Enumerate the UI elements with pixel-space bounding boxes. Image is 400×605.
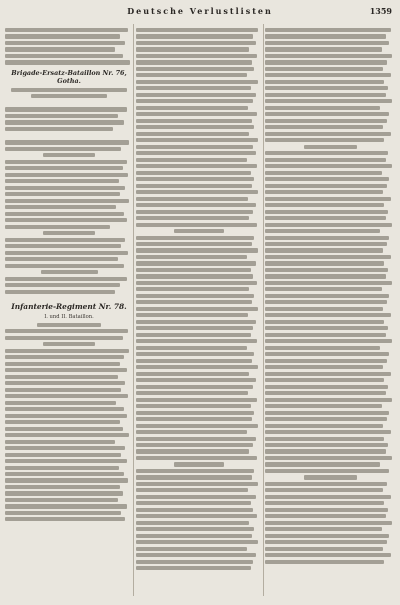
text-line bbox=[265, 501, 384, 505]
text-line bbox=[136, 86, 251, 90]
text-line bbox=[265, 268, 388, 272]
text-line bbox=[136, 443, 253, 447]
text-line bbox=[136, 164, 257, 168]
text-line bbox=[136, 67, 254, 71]
text-line bbox=[265, 236, 389, 240]
text-line bbox=[136, 158, 247, 162]
text-line bbox=[265, 80, 384, 84]
text-line bbox=[5, 264, 124, 268]
text-line bbox=[136, 287, 249, 291]
text-line bbox=[265, 281, 392, 285]
text-line bbox=[265, 203, 384, 207]
text-line bbox=[265, 482, 387, 486]
text-line bbox=[5, 407, 124, 411]
text-line bbox=[5, 394, 128, 398]
text-line bbox=[5, 47, 115, 51]
text-line bbox=[5, 446, 125, 450]
text-line bbox=[265, 326, 388, 330]
text-line bbox=[265, 171, 382, 175]
column-right bbox=[265, 28, 396, 566]
text-line bbox=[5, 511, 121, 515]
text-line bbox=[136, 339, 257, 343]
text-line bbox=[5, 205, 116, 209]
text-line bbox=[43, 153, 94, 157]
text-line bbox=[5, 329, 128, 333]
text-line bbox=[265, 28, 391, 32]
text-line bbox=[5, 459, 127, 463]
text-line bbox=[265, 385, 388, 389]
text-line bbox=[136, 106, 248, 110]
text-line bbox=[5, 186, 125, 190]
text-line bbox=[5, 166, 123, 170]
text-line bbox=[174, 462, 224, 466]
text-line bbox=[136, 313, 248, 317]
text-line bbox=[265, 307, 383, 311]
text-line bbox=[5, 453, 121, 457]
text-line bbox=[265, 125, 383, 129]
text-line bbox=[265, 261, 384, 265]
text-line bbox=[265, 138, 384, 142]
text-line bbox=[5, 368, 127, 372]
text-line bbox=[5, 414, 127, 418]
text-line bbox=[5, 362, 120, 366]
text-line bbox=[265, 430, 391, 434]
text-line bbox=[265, 417, 387, 421]
text-line bbox=[265, 99, 392, 103]
text-line bbox=[136, 119, 252, 123]
text-line bbox=[265, 106, 380, 110]
text-line bbox=[136, 171, 251, 175]
text-line bbox=[5, 277, 127, 281]
text-line bbox=[5, 28, 128, 32]
text-line bbox=[265, 437, 384, 441]
text-line bbox=[136, 268, 251, 272]
text-line bbox=[136, 248, 258, 252]
text-line bbox=[5, 140, 129, 144]
text-line bbox=[136, 456, 257, 460]
text-line bbox=[265, 456, 392, 460]
text-line bbox=[174, 229, 224, 233]
text-line bbox=[136, 255, 247, 259]
text-line bbox=[136, 333, 251, 337]
text-line bbox=[136, 437, 256, 441]
text-line bbox=[136, 41, 256, 45]
text-line bbox=[5, 517, 125, 521]
text-line bbox=[5, 127, 113, 131]
text-line bbox=[136, 132, 249, 136]
text-line bbox=[265, 164, 392, 168]
text-line bbox=[265, 398, 392, 402]
text-line bbox=[136, 385, 253, 389]
text-line bbox=[136, 242, 252, 246]
text-line bbox=[265, 41, 389, 45]
text-line bbox=[5, 290, 115, 294]
section-heading: Infanterie-Regiment Nr. 78. bbox=[11, 301, 127, 311]
text-line bbox=[136, 521, 249, 525]
text-line bbox=[265, 47, 382, 51]
text-line bbox=[265, 469, 389, 473]
text-line bbox=[265, 424, 383, 428]
text-line bbox=[265, 67, 383, 71]
text-line bbox=[5, 336, 123, 340]
text-line bbox=[265, 553, 391, 557]
text-line bbox=[41, 270, 99, 274]
text-line bbox=[5, 485, 120, 489]
text-line bbox=[5, 199, 129, 203]
text-line bbox=[265, 411, 389, 415]
text-line bbox=[136, 411, 254, 415]
text-line bbox=[265, 560, 384, 564]
text-line bbox=[136, 391, 248, 395]
text-line bbox=[5, 192, 120, 196]
text-line bbox=[136, 112, 257, 116]
text-line bbox=[136, 417, 252, 421]
text-line bbox=[136, 482, 258, 486]
text-line bbox=[265, 151, 388, 155]
text-line bbox=[5, 212, 124, 216]
text-line bbox=[136, 372, 249, 376]
text-line bbox=[265, 197, 391, 201]
text-line bbox=[136, 449, 249, 453]
text-line bbox=[136, 151, 256, 155]
text-line bbox=[265, 333, 386, 337]
text-line bbox=[136, 352, 254, 356]
text-line bbox=[136, 320, 256, 324]
text-line bbox=[5, 375, 118, 379]
text-line bbox=[5, 433, 129, 437]
text-line bbox=[265, 359, 387, 363]
text-line bbox=[5, 466, 119, 470]
text-line bbox=[5, 244, 121, 248]
text-line bbox=[265, 248, 383, 252]
text-line bbox=[265, 210, 388, 214]
text-line bbox=[136, 495, 256, 499]
text-line bbox=[136, 424, 258, 428]
text-line bbox=[136, 60, 252, 64]
text-line bbox=[265, 352, 389, 356]
text-line bbox=[11, 88, 126, 92]
text-line bbox=[265, 184, 387, 188]
text-line bbox=[136, 54, 257, 58]
text-line bbox=[136, 540, 258, 544]
text-line bbox=[265, 365, 383, 369]
text-line bbox=[5, 504, 127, 508]
text-line bbox=[136, 261, 256, 265]
text-line bbox=[136, 190, 258, 194]
text-line bbox=[265, 93, 386, 97]
text-line bbox=[5, 179, 119, 183]
text-line bbox=[5, 60, 130, 64]
text-line bbox=[265, 320, 384, 324]
text-line bbox=[265, 391, 386, 395]
page-number: 1359 bbox=[369, 6, 392, 16]
text-line bbox=[136, 307, 258, 311]
text-line bbox=[5, 478, 128, 482]
section-subheading: I. und II. Bataillon. bbox=[44, 313, 94, 320]
text-line bbox=[136, 197, 248, 201]
text-line bbox=[5, 420, 120, 424]
text-line bbox=[136, 553, 256, 557]
text-line bbox=[265, 294, 389, 298]
text-line bbox=[265, 112, 389, 116]
text-line bbox=[265, 158, 386, 162]
text-line bbox=[265, 119, 387, 123]
text-line bbox=[265, 190, 383, 194]
text-line bbox=[136, 359, 252, 363]
text-line bbox=[136, 346, 247, 350]
text-line bbox=[136, 34, 253, 38]
text-line bbox=[5, 160, 127, 164]
text-line bbox=[5, 251, 128, 255]
text-line bbox=[136, 47, 249, 51]
text-line bbox=[5, 349, 129, 353]
page-header bbox=[0, 6, 400, 20]
text-line bbox=[136, 514, 257, 518]
text-line bbox=[136, 365, 258, 369]
text-line bbox=[5, 498, 118, 502]
text-line bbox=[265, 132, 391, 136]
text-line bbox=[136, 404, 251, 408]
text-line bbox=[5, 147, 121, 151]
text-line bbox=[136, 560, 253, 564]
text-line bbox=[136, 469, 254, 473]
text-line bbox=[5, 283, 120, 287]
text-line bbox=[5, 381, 125, 385]
text-line bbox=[136, 236, 254, 240]
text-line bbox=[43, 342, 94, 346]
text-line bbox=[265, 242, 387, 246]
text-line bbox=[136, 223, 257, 227]
text-line bbox=[5, 238, 125, 242]
text-line bbox=[5, 114, 118, 118]
text-line bbox=[5, 107, 127, 111]
text-line bbox=[136, 93, 256, 97]
column-middle bbox=[136, 28, 262, 573]
text-line bbox=[136, 398, 257, 402]
text-line bbox=[265, 404, 382, 408]
text-line bbox=[265, 54, 392, 58]
text-line bbox=[304, 145, 356, 149]
text-line bbox=[136, 99, 253, 103]
text-line bbox=[265, 313, 391, 317]
text-line bbox=[5, 173, 128, 177]
text-line bbox=[5, 120, 124, 124]
text-line bbox=[136, 501, 251, 505]
text-line bbox=[5, 225, 110, 229]
text-line bbox=[136, 177, 254, 181]
text-line bbox=[136, 125, 254, 129]
running-title: Deutsche Verlustlisten bbox=[127, 6, 273, 16]
text-line bbox=[265, 508, 388, 512]
column-rule-right bbox=[263, 24, 264, 596]
text-line bbox=[136, 294, 254, 298]
text-line bbox=[31, 94, 108, 98]
text-line bbox=[304, 475, 356, 479]
text-line bbox=[136, 326, 253, 330]
text-line bbox=[136, 203, 256, 207]
text-line bbox=[265, 255, 391, 259]
text-line bbox=[136, 281, 257, 285]
text-line bbox=[5, 388, 121, 392]
text-line bbox=[136, 138, 258, 142]
text-line bbox=[136, 274, 253, 278]
text-line bbox=[136, 508, 253, 512]
text-line bbox=[5, 355, 124, 359]
text-line bbox=[265, 443, 388, 447]
text-line bbox=[265, 177, 389, 181]
text-line bbox=[136, 547, 247, 551]
text-line bbox=[265, 346, 380, 350]
text-line bbox=[5, 54, 123, 58]
text-line bbox=[136, 527, 254, 531]
text-line bbox=[265, 73, 391, 77]
text-line bbox=[265, 540, 387, 544]
text-line bbox=[5, 401, 116, 405]
text-line bbox=[136, 73, 247, 77]
text-line bbox=[265, 462, 380, 466]
text-line bbox=[265, 60, 387, 64]
text-line bbox=[5, 34, 120, 38]
text-line bbox=[265, 223, 392, 227]
text-line bbox=[265, 339, 392, 343]
text-line bbox=[37, 323, 101, 327]
text-line bbox=[5, 472, 124, 476]
text-line bbox=[265, 547, 383, 551]
text-line bbox=[136, 28, 258, 32]
text-line bbox=[136, 184, 252, 188]
text-line bbox=[265, 514, 386, 518]
text-line bbox=[265, 216, 386, 220]
text-line bbox=[136, 566, 251, 570]
text-line bbox=[136, 145, 253, 149]
text-line bbox=[5, 218, 127, 222]
text-line bbox=[265, 378, 384, 382]
text-line bbox=[136, 80, 258, 84]
text-line bbox=[265, 34, 386, 38]
text-line bbox=[43, 231, 94, 235]
text-line bbox=[265, 300, 387, 304]
text-line bbox=[136, 216, 249, 220]
text-line bbox=[265, 521, 392, 525]
text-line bbox=[265, 527, 382, 531]
text-line bbox=[136, 488, 248, 492]
text-line bbox=[265, 495, 391, 499]
text-line bbox=[136, 534, 252, 538]
text-line bbox=[265, 287, 382, 291]
text-line bbox=[265, 534, 389, 538]
text-line bbox=[5, 491, 123, 495]
text-line bbox=[265, 274, 386, 278]
text-line bbox=[136, 475, 252, 479]
text-line bbox=[265, 229, 380, 233]
text-line bbox=[5, 257, 118, 261]
text-line bbox=[265, 488, 383, 492]
text-line bbox=[265, 372, 391, 376]
text-line bbox=[136, 430, 247, 434]
text-line bbox=[5, 440, 115, 444]
text-line bbox=[5, 41, 125, 45]
text-line bbox=[265, 449, 386, 453]
column-left bbox=[5, 28, 133, 524]
text-line bbox=[5, 427, 123, 431]
text-line bbox=[136, 210, 253, 214]
text-line bbox=[136, 300, 252, 304]
text-line bbox=[265, 86, 388, 90]
section-heading: Brigade-Ersatz-Bataillon Nr. 76, Gotha. bbox=[11, 68, 127, 85]
text-line bbox=[136, 378, 256, 382]
column-rule-left bbox=[133, 24, 134, 596]
